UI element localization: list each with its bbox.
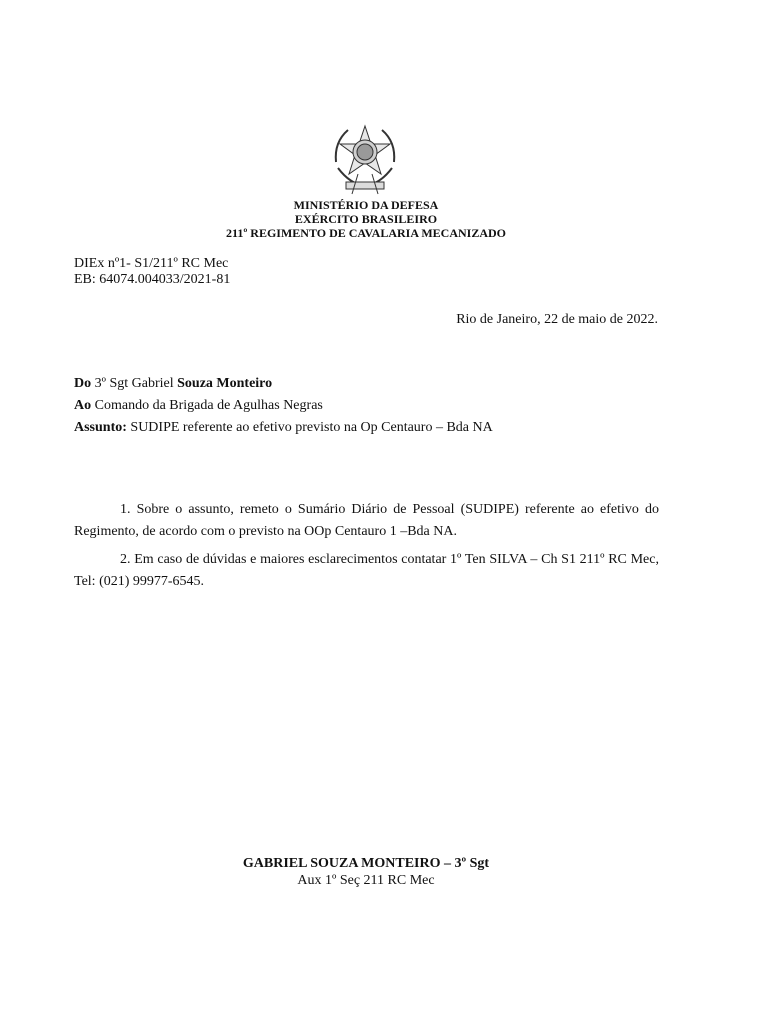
signature-block [0,855,732,889]
subject-value: SUDIPE referente ao efetivo previsto na Op Centauro – Bda NA [126,420,493,435]
from-label: Do [74,376,92,391]
army-line: EXÉRCITO BRASILEIRO [294,212,438,226]
paragraph-2: 2. Em caso de dúvidas e maiores esclarecimentos contatar 1º Ten SILVA – Ch S1 211º RC Mec, Tel: (021) 99977-6545. [74,552,659,589]
from-line [74,373,493,395]
subject-line [74,417,493,439]
letterhead [0,198,732,240]
letter-body [74,499,659,599]
subject-label: Assunto: [74,420,127,435]
to-value: Comando da Brigada de Agulhas Negras [91,398,323,413]
eb-number: EB: 64074.004033/2021-81 [74,272,231,287]
regiment-line: 211º REGIMENTO DE CAVALARIA MECANIZADO [225,226,506,240]
document-reference [74,256,230,288]
ministry-line: MINISTÉRIO DA DEFESA [293,198,439,212]
to-line [74,395,493,417]
coat-of-arms-icon [330,122,400,198]
to-label: Ao [74,398,92,413]
from-name: Souza Monteiro [177,376,273,391]
paragraph-1: 1. Sobre o assunto, remeto o Sumário Diário de Pessoal (SUDIPE) referente ao efetivo do Regimento, de acordo com o previsto na OOp Centauro 1 –Bda NA. [74,502,659,539]
addressing-block [74,373,493,439]
document-date: Rio de Janeiro, 22 de maio de 2022. [456,312,658,327]
signer-name: GABRIEL SOUZA MONTEIRO – 3º Sgt [242,856,490,871]
from-rank: 3º Sgt Gabriel [91,376,178,391]
diex-number: DIEx nº1- S1/211º RC Mec [74,256,229,271]
signer-role: Aux 1º Seç 211 RC Mec [297,873,435,888]
